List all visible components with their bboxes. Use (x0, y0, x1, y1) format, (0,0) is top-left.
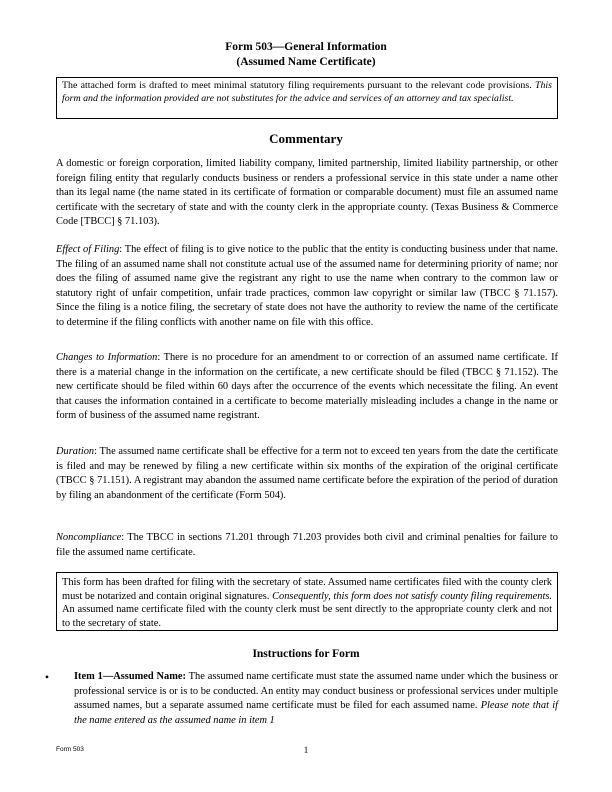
instruction-item-italic: Please note that if the name entered as the assumed name in item 1 (74, 700, 558, 726)
footer-page-number: 1 (303, 745, 309, 755)
changes-paragraph (56, 351, 558, 424)
instruction-item-body: The assumed name certificate must state the assumed name under which the business or professional service is or is to be conducted. An entity may conduct business or professional services under multiple assumed names, but a separate assumed name certificate must be filed for each assumed name. (74, 671, 558, 711)
effect-of-filing-paragraph (56, 243, 558, 330)
changes-text: : There is no procedure for an amendment to or correction of an assumed name certificate. If there is a material change in the information on the certificate, a new certificate should be filed (TBCC § 71.152). The new certificate should be filed within 60 days after the occurrence of the events which necessitate the filing. An event that causes the information contained in a certificate to become materially misleading includes a change in the name or form of business of the assumed name registrant. (56, 352, 558, 421)
noncompliance-label: Noncompliance (56, 532, 122, 543)
bullet-icon: • (44, 670, 50, 684)
disclaimer-text-main: The attached form is drafted to meet minimal statutory filing requirements pursuant to the relevant code provisions. (62, 80, 535, 91)
instruction-item-text (74, 670, 558, 728)
duration-label: Duration (56, 446, 95, 457)
form-title: Form 503—General Information (225, 41, 387, 53)
disclaimer-text (62, 80, 552, 105)
commentary-heading: Commentary (269, 131, 343, 146)
effect-of-filing-text: : The effect of filing is to give notice to the public that the entity is conducting business under that name. The filing of an assumed name shall not constitute actual use of the assumed name for determining priority of name; nor does the filing of assumed name give the registrant any right to use the name when contrary to the common law or statutory right of unfair competition, unfair trade practices, common law copyright or similar law (TBCC § 71.157). Since the filing is a notice filing, the secretary of state does not have the authority to review the name of the certificate to determine if the filing conflicts with another name on file with this office. (56, 244, 558, 328)
commentary-intro: A domestic or foreign corporation, limited liability company, limited partnership, limited liability partnership, or other foreign filing entity that regularly conducts business or renders a professional service in this state under a name other than its legal name (the name stated in its certificate of formation or comparable document) must file an assumed name certificate with the secretary of state and with the county clerk in the appropriate county. (Texas Business & Commerce Code [TBCC] § 71.103). (56, 158, 558, 227)
filing-notice-text (62, 576, 552, 630)
noncompliance-paragraph (56, 531, 558, 560)
duration-paragraph (56, 445, 558, 503)
filing-notice-text-c: An assumed name certificate filed with the county clerk must be sent directly to the appropriate county clerk and not to the secretary of state. (62, 604, 552, 629)
noncompliance-text: : The TBCC in sections 71.201 through 71.203 provides both civil and criminal penalties for failure to file the assumed name certificate. (56, 532, 558, 558)
changes-label: Changes to Information (56, 352, 158, 363)
duration-text: : The assumed name certificate shall be effective for a term not to exceed ten years from the date the certificate is filed and may be renewed by filing a new certificate within six months of the expiration of the original certificate (TBCC § 71.151). A registrant may abandon the assumed name certificate before the expiration of the period of duration by filing an abandonment of the certificate (Form 504). (56, 446, 558, 501)
footer-form-label: Form 503 (56, 746, 84, 753)
filing-notice-box (56, 572, 558, 631)
filing-notice-text-italic: Consequently, this form does not satisfy county filing requirements. (272, 590, 552, 602)
disclaimer-text-italic: This form and the information provided are not substitutes for the advice and services of an attorney and tax specialist. (62, 80, 552, 104)
instruction-item-label: Item 1—Assumed Name: (74, 671, 186, 682)
instructions-heading: Instructions for Form (252, 648, 360, 660)
disclaimer-box (56, 77, 558, 119)
filing-notice-text-a: This form has been drafted for filing with the secretary of state. Assumed name certificates filed with the county clerk must be notarized and contain original signatures. (62, 577, 552, 602)
effect-of-filing-label: Effect of Filing (56, 244, 120, 255)
form-subtitle: (Assumed Name Certificate) (236, 56, 376, 68)
